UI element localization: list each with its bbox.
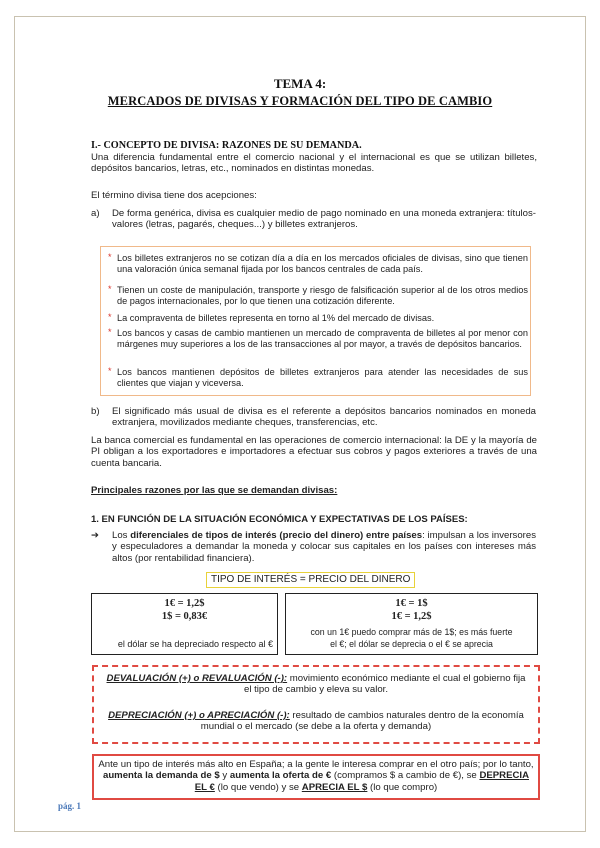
devaluacion-text: DEVALUACIÓN (+) o REVALUACIÓN (-): movimiento económico mediante el cual el gobierno fija el tipo de cambio y eleva su valor.: [106, 673, 526, 696]
star-icon: *: [108, 366, 112, 376]
right-rate-note2: el €; el dólar se deprecia o el € se aprecia: [330, 639, 493, 649]
intro-paragraph: Una diferencia fundamental entre el comercio nacional y el internacional es que se utilizan billetes, depósitos bancarios, letras, etc., nominados en distintas monedas.: [91, 152, 537, 175]
item-a-text: De forma genérica, divisa es cualquier medio de pago nominado en una moneda extranjera: títulos-valores (letras, pagarés, cheques...) y billetes extranjeros.: [112, 208, 536, 231]
tipo-interes-box: TIPO DE INTERÉS = PRECIO DEL DINERO: [206, 572, 415, 588]
right-rate-line1: 1€ = 1$: [395, 598, 428, 609]
conclusion-text: Ante un tipo de interés más alto en España; a la gente le interesa comprar en el otro país; por lo tanto, aumenta la demanda de $ y aumenta la oferta de € (compramos $ a cambio de €), se DEPRECIA EL € (lo que vendo) y se APRECIA EL $ (lo que compro): [98, 759, 534, 793]
star-icon: *: [108, 284, 112, 294]
right-rate-note1: con un 1€ puedo comprar más de 1$; es más fuerte: [310, 627, 513, 637]
box-bullet: * Los bancos mantienen depósitos de billetes extranjeros para atender las necesidades de sus clientes que viajan y viceversa.: [108, 366, 528, 388]
item-b-text: El significado más usual de divisa es el referente a depósitos bancarios nominados en moneda extranjera, movilizados mediante cheques, transferencias, etc.: [112, 406, 536, 429]
box-bullet: * Los billetes extranjeros no se cotizan día a día en los mercados oficiales de divisas, sino que tienen una valoración única semanal fijada por los bancos centrales de cada país.: [108, 252, 528, 274]
banca-paragraph: La banca comercial es fundamental en las operaciones de comercio internacional: la DE y la mayoría de PI obligan a los exportadores e importadores a efectuar sus cobros y pagos exteriores a través de una cuenta bancaria.: [91, 435, 537, 469]
box-bullet: * Los bancos y casas de cambio mantienen un mercado de compraventa de billetes al por menor con márgenes muy superiores a los de las transacciones al por mayor, a través de depósitos bancarios.: [108, 327, 528, 349]
page-title: TEMA 4:: [273, 76, 327, 91]
right-rate-box: [285, 593, 538, 655]
page-number: pág. 1: [58, 801, 82, 811]
star-icon: *: [108, 252, 112, 262]
arrow-icon: ➔: [91, 530, 100, 541]
devaluacion-box: [92, 665, 540, 744]
right-rate-line2: 1€ = 1,2$: [391, 611, 432, 622]
item-b-marker: b): [91, 406, 100, 417]
left-rate-line1: 1€ = 1,2$: [164, 598, 205, 609]
page-subtitle: MERCADOS DE DIVISAS Y FORMACIÓN DEL TIPO DE CAMBIO: [107, 94, 493, 108]
conclusion-box: [92, 754, 540, 800]
acepciones-paragraph: El término divisa tiene dos acepciones:: [91, 190, 257, 201]
left-rate-box: [91, 593, 278, 655]
diferenciales-paragraph: Los diferenciales de tipos de interés (precio del dinero) entre países: impulsan a los inversores y especuladores a demandar la moneda y colocar sus capitales en los países con intereses más altos (por rentabilidad financiera).: [112, 530, 536, 564]
star-icon: *: [108, 327, 112, 337]
left-rate-line2: 1$ = 0,83€: [161, 611, 208, 622]
point1-heading: 1. EN FUNCIÓN DE LA SITUACIÓN ECONÓMICA Y EXPECTATIVAS DE LOS PAÍSES:: [91, 514, 468, 525]
box-bullet: * Tienen un coste de manipulación, transporte y riesgo de falsificación superior al de los otros medios de pagos internacionales, por lo que tienen una cotización diferente.: [108, 284, 528, 306]
depreciacion-text: DEPRECIACIÓN (+) o APRECIACIÓN (-): resultado de cambios naturales dentro de la economía mundial o el mercado (se debe a la oferta y demanda): [108, 710, 524, 733]
star-icon: *: [108, 312, 112, 322]
razones-heading: Principales razones por las que se demandan divisas:: [91, 485, 338, 496]
left-rate-note: el dólar se ha depreciado respecto al €: [117, 639, 273, 649]
section-heading: I.- CONCEPTO DE DIVISA: RAZONES DE SU DEMANDA.: [91, 140, 362, 151]
box-bullet: * La compraventa de billetes representa en torno al 1% del mercado de divisas.: [108, 312, 435, 323]
item-a-marker: a): [91, 208, 100, 219]
